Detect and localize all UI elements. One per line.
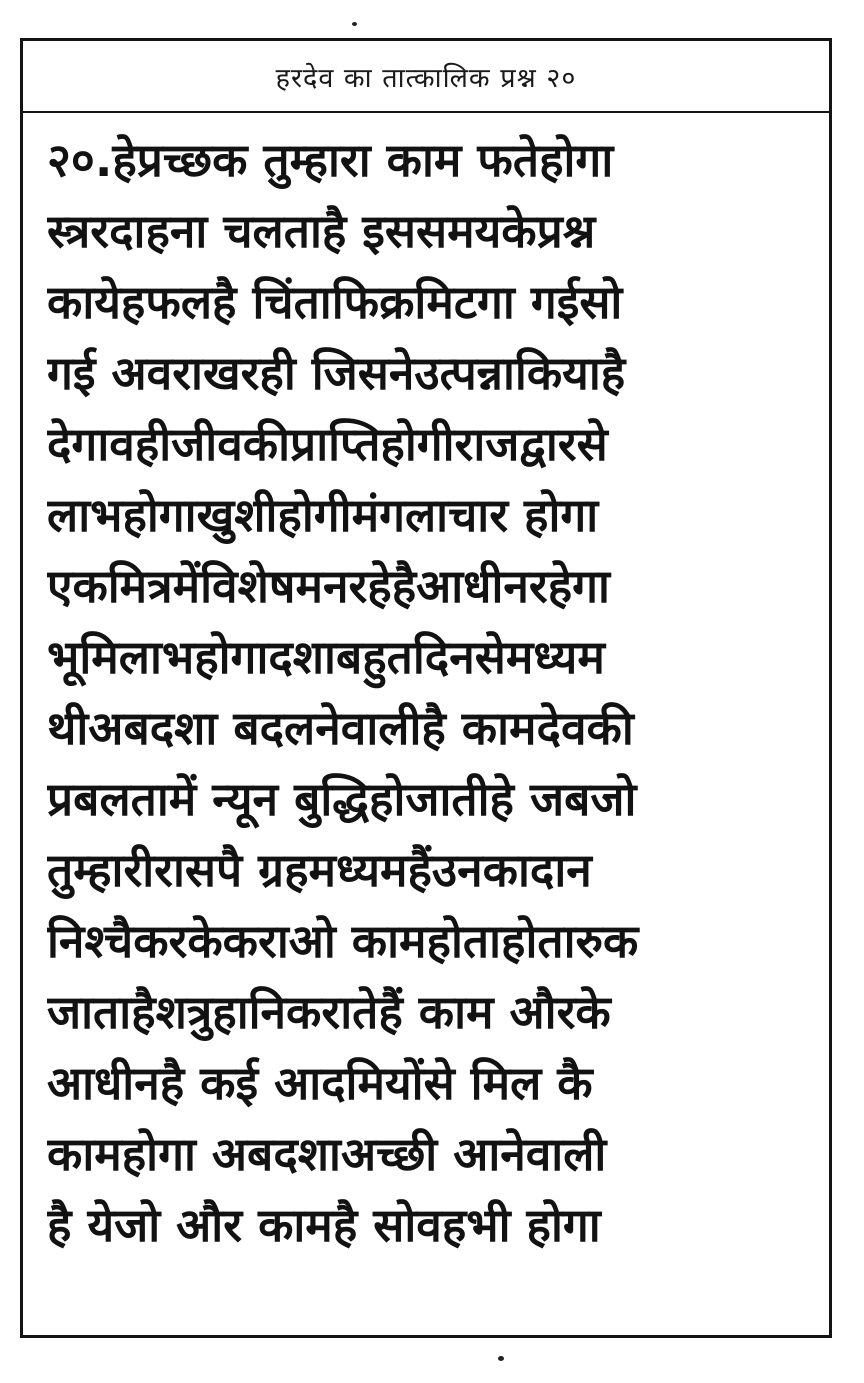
- text-line: थीअबदशा बदलनेवालीहै कामदेवकी: [47, 701, 634, 755]
- page-title: हरदेव का तात्कालिक प्रश्न २०: [275, 62, 577, 94]
- text-line: देगावहीजीवकीप्राप्तिहोगीराजद्वारसे: [47, 417, 608, 471]
- text-line: २०.हेप्रच्छक तुम्हारा काम फतेहोगा: [47, 133, 614, 187]
- text-line: आधीनहै कई आदमियोंसे मिल कै: [47, 1056, 593, 1110]
- text-line: गई अवराखरही जिसनेउत्पन्नाकियाहै: [47, 346, 626, 400]
- text-line: है येजो और कामहै सोवहभी होगा: [47, 1198, 601, 1252]
- text-frame: [20, 38, 832, 1338]
- print-speck: [498, 1356, 504, 1361]
- text-line: प्रबलतामें न्यून बुद्धिहोजातीहे जबजो: [47, 772, 637, 826]
- text-line: कायेहफलहै चिंताफिक्रमिटगा गईसो: [47, 275, 623, 329]
- print-speck: [352, 22, 357, 26]
- text-line: निश्चैकरकेकराओ कामहोताहोतारुक: [47, 914, 639, 968]
- text-line: जाताहैशत्रुहानिकरातेहैं काम औरके: [47, 985, 611, 1039]
- text-line: स्त्ररदाहना चलताहै इससमयकेप्रश्न: [47, 204, 596, 258]
- body-text: [23, 125, 829, 1261]
- text-line: तुम्हारीरासपै ग्रहमध्यमहैंउनकादान: [47, 843, 592, 897]
- text-line: कामहोगा अबदशाअच्छी आनेवाली: [47, 1127, 607, 1181]
- text-line: भूमिलाभहोगादशाबहुतदिनसेमध्यम: [47, 630, 605, 684]
- text-line: लाभहोगाखुशीहोगीमंगलाचार होगा: [47, 488, 599, 542]
- page-header: [23, 41, 829, 113]
- text-line: एकमित्रमेंविशेषमनरहेहैआधीनरहेगा: [47, 559, 610, 613]
